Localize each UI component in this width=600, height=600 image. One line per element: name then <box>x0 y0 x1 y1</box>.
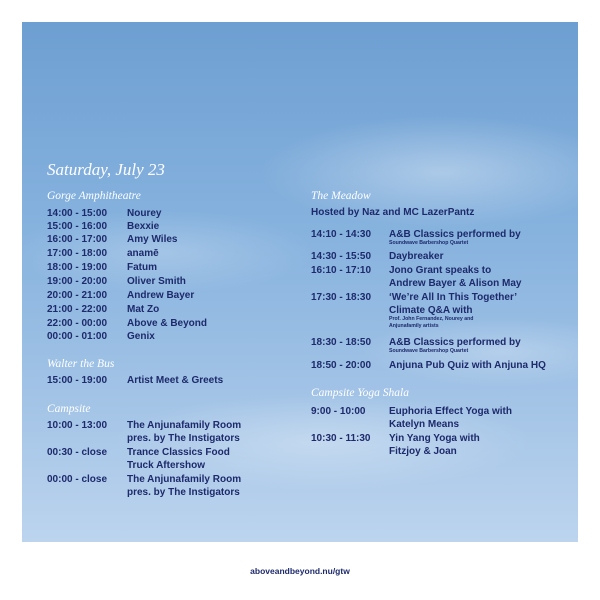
schedule-row-continuation: Climate Q&A with <box>389 305 473 316</box>
day-title: Saturday, July 23 <box>47 160 165 179</box>
schedule-row: 20:00 - 21:00 Andrew Bayer <box>47 290 195 301</box>
schedule-row-continuation: pres. by The Instigators <box>127 487 240 498</box>
schedule-row: 18:00 - 19:00 Fatum <box>47 262 157 273</box>
schedule-row: 14:10 - 14:30 A&B Classics performed by <box>311 229 521 240</box>
section-title-yoga: Campsite Yoga Shala <box>311 387 409 399</box>
schedule-row-continuation: Katelyn Means <box>389 419 460 430</box>
schedule-row: 00:30 - close Trance Classics Food <box>47 447 230 458</box>
schedule-row: 21:00 - 22:00 Mat Zo <box>47 304 160 315</box>
schedule-row: 16:10 - 17:10 Jono Grant speaks to <box>311 265 492 276</box>
schedule-row: 10:00 - 13:00 The Anjunafamily Room <box>47 420 242 431</box>
schedule-row: 15:00 - 19:00 Artist Meet & Greets <box>47 375 224 386</box>
sky-background <box>22 22 578 542</box>
schedule-row: 18:50 - 20:00 Anjuna Pub Quiz with Anjuna HQ <box>311 360 546 371</box>
schedule-row: 10:30 - 11:30 Yin Yang Yoga with <box>311 433 480 444</box>
schedule-row: 14:00 - 15:00 Nourey <box>47 208 162 219</box>
schedule-row: 15:00 - 16:00 Bexxie <box>47 221 160 232</box>
schedule-row: 17:30 - 18:30 ‘We’re All In This Together’ <box>311 292 517 303</box>
schedule-row-continuation: Truck Aftershow <box>127 460 205 471</box>
schedule-row: 14:30 - 15:50 Daybreaker <box>311 251 444 262</box>
performer-note: Soundwave Barbershop Quartet <box>389 240 469 246</box>
performer-note: Prof. John Fernandez, Nourey and <box>389 316 474 322</box>
schedule-row: 9:00 - 10:00 Euphoria Effect Yoga with <box>311 406 512 417</box>
schedule-row: 22:00 - 00:00 Above & Beyond <box>47 318 208 329</box>
schedule-row: 00:00 - 01:00 Genix <box>47 331 155 342</box>
schedule-row: 17:00 - 18:00 anamē <box>47 248 159 259</box>
schedule-row-continuation: pres. by The Instigators <box>127 433 240 444</box>
section-title-walter: Walter the Bus <box>47 358 115 370</box>
section-title-gorge: Gorge Amphitheatre <box>47 190 141 202</box>
schedule-row: 16:00 - 17:00 Amy Wiles <box>47 234 178 245</box>
meadow-hosted-by: Hosted by Naz and MC LazerPantz <box>311 207 475 218</box>
performer-note: Soundwave Barbershop Quartet <box>389 348 469 354</box>
schedule-row: 00:00 - close The Anjunafamily Room <box>47 474 242 485</box>
footer-url[interactable]: aboveandbeyond.nu/gtw <box>250 566 350 576</box>
section-title-meadow: The Meadow <box>311 190 371 202</box>
schedule-row-continuation: Andrew Bayer & Alison May <box>389 278 522 289</box>
performer-note: Anjunafamily artists <box>389 323 439 329</box>
schedule-row: 18:30 - 18:50 A&B Classics performed by <box>311 337 521 348</box>
schedule-row: 19:00 - 20:00 Oliver Smith <box>47 276 186 287</box>
section-title-campsite: Campsite <box>47 403 91 415</box>
schedule-row-continuation: Fitzjoy & Joan <box>389 446 457 457</box>
